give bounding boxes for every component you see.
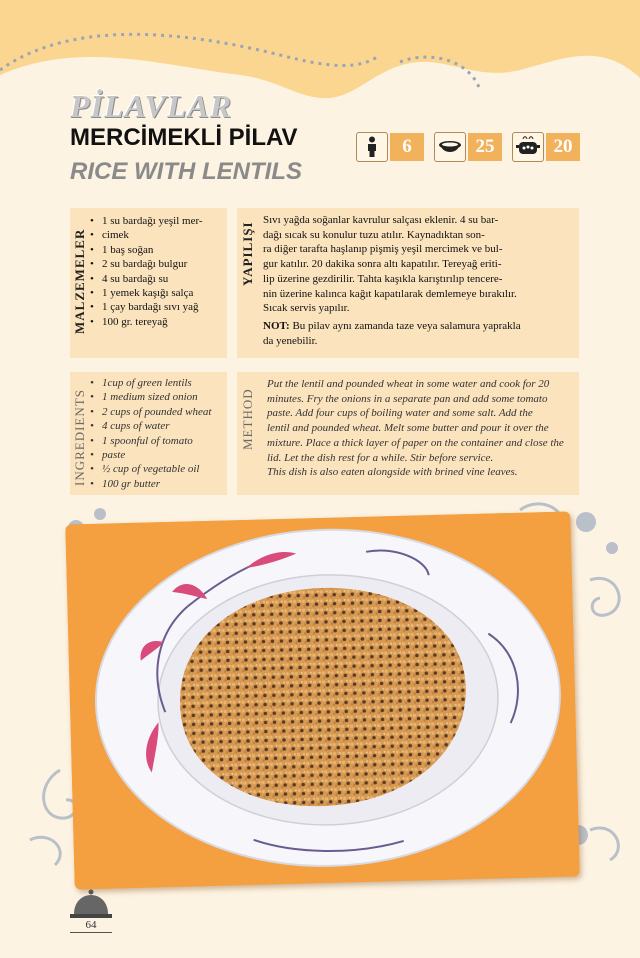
recipe-photo	[65, 511, 579, 889]
english-ingredients-box	[70, 372, 227, 495]
list-item: • paste	[90, 448, 224, 462]
page-number: 64	[85, 919, 97, 931]
person-icon	[356, 132, 388, 162]
method-line: Sıvı yağda soğanlar kavrulur salçası eklenir. 4 su bar-	[263, 214, 499, 226]
list-item: • cimek	[90, 228, 224, 242]
method-line: mixture. Place a thick layer of paper on the container and close the	[267, 436, 564, 449]
cook-time-value: 20	[546, 133, 580, 161]
method-line: lip üzerine gezdirilir. Tahta kaşıkla karıştırılıp tencere-	[263, 272, 503, 285]
method-line: lentil and pounded wheat. Melt some butter and pour it over the	[267, 422, 549, 435]
cooking-pot-icon	[512, 132, 544, 162]
list-item: • 1 çay bardağı sıvı yağ	[90, 300, 224, 314]
cook-time-stat	[512, 132, 580, 162]
method-line: lid. Let the dish rest for a while. Stir before service.	[267, 451, 494, 464]
recipe-title-turkish: MERCİMEKLİ PİLAV	[70, 124, 298, 151]
recipe-title-english: RICE WITH LENTILS	[70, 158, 302, 185]
english-method-box	[237, 372, 579, 495]
note-text: Bu pilav aynı zamanda taze veya salamura yaprakla	[289, 319, 521, 332]
method-line: gur katılır. 20 dakika sonra altı kapatılır. Tereyağ eriti-	[263, 258, 502, 271]
english-method-text	[267, 377, 573, 480]
list-item: • 1 yemek kaşığı salça	[90, 286, 224, 300]
method-line: dağı sıcak su konulur tuzu atılır. Kaynadıktan son-	[263, 228, 485, 241]
servings-value: 6	[390, 133, 424, 161]
prep-time-value: 25	[468, 133, 502, 161]
servings-stat	[356, 132, 424, 162]
list-item: • 1 baş soğan	[90, 243, 224, 257]
turkish-method-text	[263, 213, 573, 348]
prep-time-stat	[434, 132, 502, 162]
pot-icon	[434, 132, 466, 162]
note-text-continued: da yenebilir.	[263, 334, 318, 347]
turkish-ingredients-list	[90, 214, 224, 329]
category-title: PİLAVLAR	[70, 88, 233, 124]
method-line: ra diğer tarafta haşlanıp pişmiş yeşil mercimek ve bul-	[263, 243, 503, 256]
list-item: • 2 cups of pounded wheat	[90, 405, 224, 419]
turkish-ingredients-label: MALZEMELER	[72, 228, 87, 334]
method-line: nin üzerine kalınca kağıt kapatılarak demlemeye bırakılır.	[263, 287, 517, 300]
list-item: • 1cup of green lentils	[90, 376, 224, 390]
note-label: NOT:	[263, 319, 290, 332]
list-item: • 100 gr. tereyağ	[90, 315, 224, 329]
english-ingredients-list	[90, 376, 224, 491]
method-line: This dish is also eaten alongside with brined vine leaves.	[267, 466, 518, 479]
list-item: • 4 su bardağı su	[90, 272, 224, 286]
method-line: Sıcak servis yapılır.	[263, 302, 350, 315]
english-method-label: METHOD	[240, 388, 255, 450]
list-item: • 2 su bardağı bulgur	[90, 257, 224, 271]
method-line: Put the lentil and pounded wheat in some water and cook for 20	[267, 378, 550, 390]
turkish-method-label: YAPILIŞI	[240, 221, 255, 286]
method-line: minutes. Fry the onions in a separate pan and add some tomato	[267, 392, 548, 405]
english-ingredients-label: INGREDIENTS	[72, 389, 87, 486]
method-line: paste. Add four cups of boiling water and some salt. Add the	[267, 407, 533, 420]
list-item: • 1 medium sized onion	[90, 390, 224, 404]
serving-cloche-icon	[70, 888, 112, 920]
turkish-ingredients-box	[70, 208, 227, 358]
list-item: • ½ cup of vegetable oil	[90, 462, 224, 476]
list-item: • 100 gr butter	[90, 477, 224, 491]
list-item: • 4 cups of water	[90, 419, 224, 433]
turkish-method-box	[237, 208, 579, 358]
turkish-note	[263, 319, 573, 334]
list-item: • 1 spoonful of tomato	[90, 434, 224, 448]
page-number-underline	[70, 932, 112, 933]
rice-with-lentils-photo	[65, 511, 579, 889]
list-item: • 1 su bardağı yeşil mer-	[90, 214, 224, 228]
